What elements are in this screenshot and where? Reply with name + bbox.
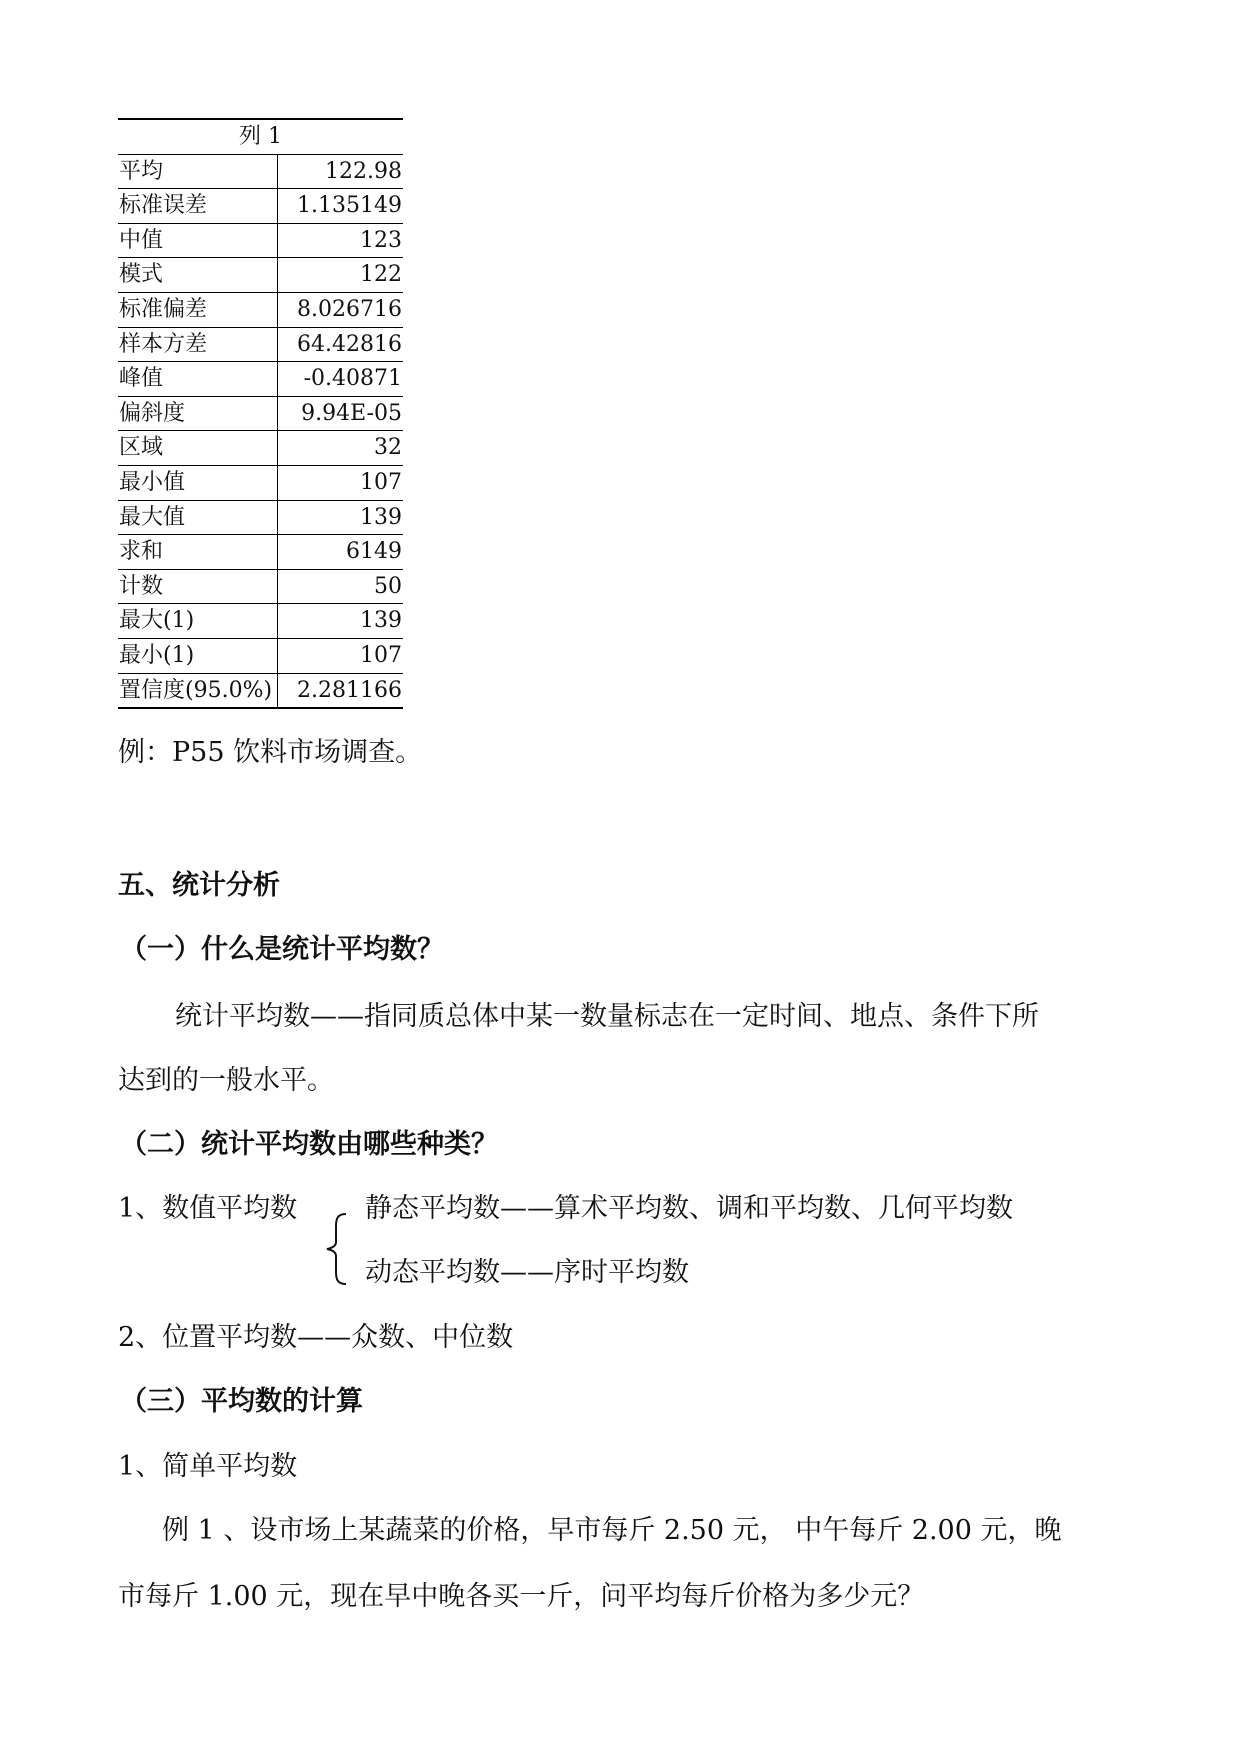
table-row (118, 638, 403, 673)
row-value: 139 (278, 604, 404, 639)
row-label: 计数 (118, 569, 278, 604)
subsection-heading-1: （一）什么是统计平均数？ (120, 934, 444, 965)
table-row (118, 673, 403, 708)
table-body (118, 154, 403, 708)
example-line-1: 例 1 、设市场上某蔬菜的价格，早市每斤 2.50 元， 中午每斤 2.00 元，晚 (162, 1515, 1062, 1546)
row-label: 最小值 (118, 465, 278, 500)
row-label: 中值 (118, 223, 278, 258)
row-value: 122.98 (278, 154, 404, 189)
section-heading: 五、统计分析 (118, 870, 280, 901)
row-label: 区域 (118, 431, 278, 466)
table-row (118, 535, 403, 570)
row-label: 求和 (118, 535, 278, 570)
table-row (118, 604, 403, 639)
row-label: 最小(1) (118, 638, 278, 673)
row-value: 1.135149 (278, 189, 404, 224)
table-row (118, 154, 403, 189)
row-value: 139 (278, 500, 404, 535)
row-value: 107 (278, 465, 404, 500)
example-line-2: 市每斤 1.00 元，现在早中晚各买一斤，问平均每斤价格为多少元？ (118, 1581, 925, 1612)
table-header: 列 1 (118, 119, 403, 154)
table-row (118, 569, 403, 604)
numeric-average-label: 1、数值平均数 (118, 1193, 298, 1224)
static-average-branch: 静态平均数——算术平均数、调和平均数、几何平均数 (365, 1193, 1013, 1224)
row-value: 107 (278, 638, 404, 673)
dynamic-average-branch: 动态平均数——序时平均数 (365, 1257, 689, 1288)
row-value: 2.281166 (278, 673, 404, 708)
table-row (118, 396, 403, 431)
row-value: 32 (278, 431, 404, 466)
row-label: 峰值 (118, 362, 278, 397)
row-label: 最大(1) (118, 604, 278, 639)
row-value: 64.42816 (278, 327, 404, 362)
row-value: -0.40871 (278, 362, 404, 397)
row-value: 8.026716 (278, 292, 404, 327)
row-label: 标准偏差 (118, 292, 278, 327)
table-row (118, 500, 403, 535)
table-row (118, 431, 403, 466)
row-value: 6149 (278, 535, 404, 570)
row-value: 122 (278, 258, 404, 293)
subsection-heading-2: （二）统计平均数由哪些种类？ (120, 1129, 498, 1160)
descriptive-statistics-table (118, 118, 403, 709)
example-note: 例：P55 饮料市场调查。 (118, 737, 423, 768)
row-label: 平均 (118, 154, 278, 189)
table-row (118, 327, 403, 362)
table-row (118, 223, 403, 258)
table-row (118, 189, 403, 224)
definition-line-2: 达到的一般水平。 (118, 1065, 334, 1096)
row-label: 模式 (118, 258, 278, 293)
table-row (118, 258, 403, 293)
row-value: 50 (278, 569, 404, 604)
position-average-item: 2、位置平均数——众数、中位数 (118, 1322, 514, 1353)
table-row (118, 292, 403, 327)
subsection-heading-3: （三）平均数的计算 (120, 1386, 363, 1417)
table-row (118, 465, 403, 500)
row-label: 标准误差 (118, 189, 278, 224)
row-label: 偏斜度 (118, 396, 278, 431)
table-row (118, 362, 403, 397)
curly-brace-icon (324, 1212, 350, 1286)
row-label: 样本方差 (118, 327, 278, 362)
row-value: 123 (278, 223, 404, 258)
row-label: 最大值 (118, 500, 278, 535)
row-value: 9.94E-05 (278, 396, 404, 431)
row-label: 置信度(95.0%) (118, 673, 278, 708)
simple-average-item: 1、简单平均数 (118, 1451, 298, 1482)
definition-line-1: 统计平均数——指同质总体中某一数量标志在一定时间、地点、条件下所 (175, 1001, 1039, 1032)
